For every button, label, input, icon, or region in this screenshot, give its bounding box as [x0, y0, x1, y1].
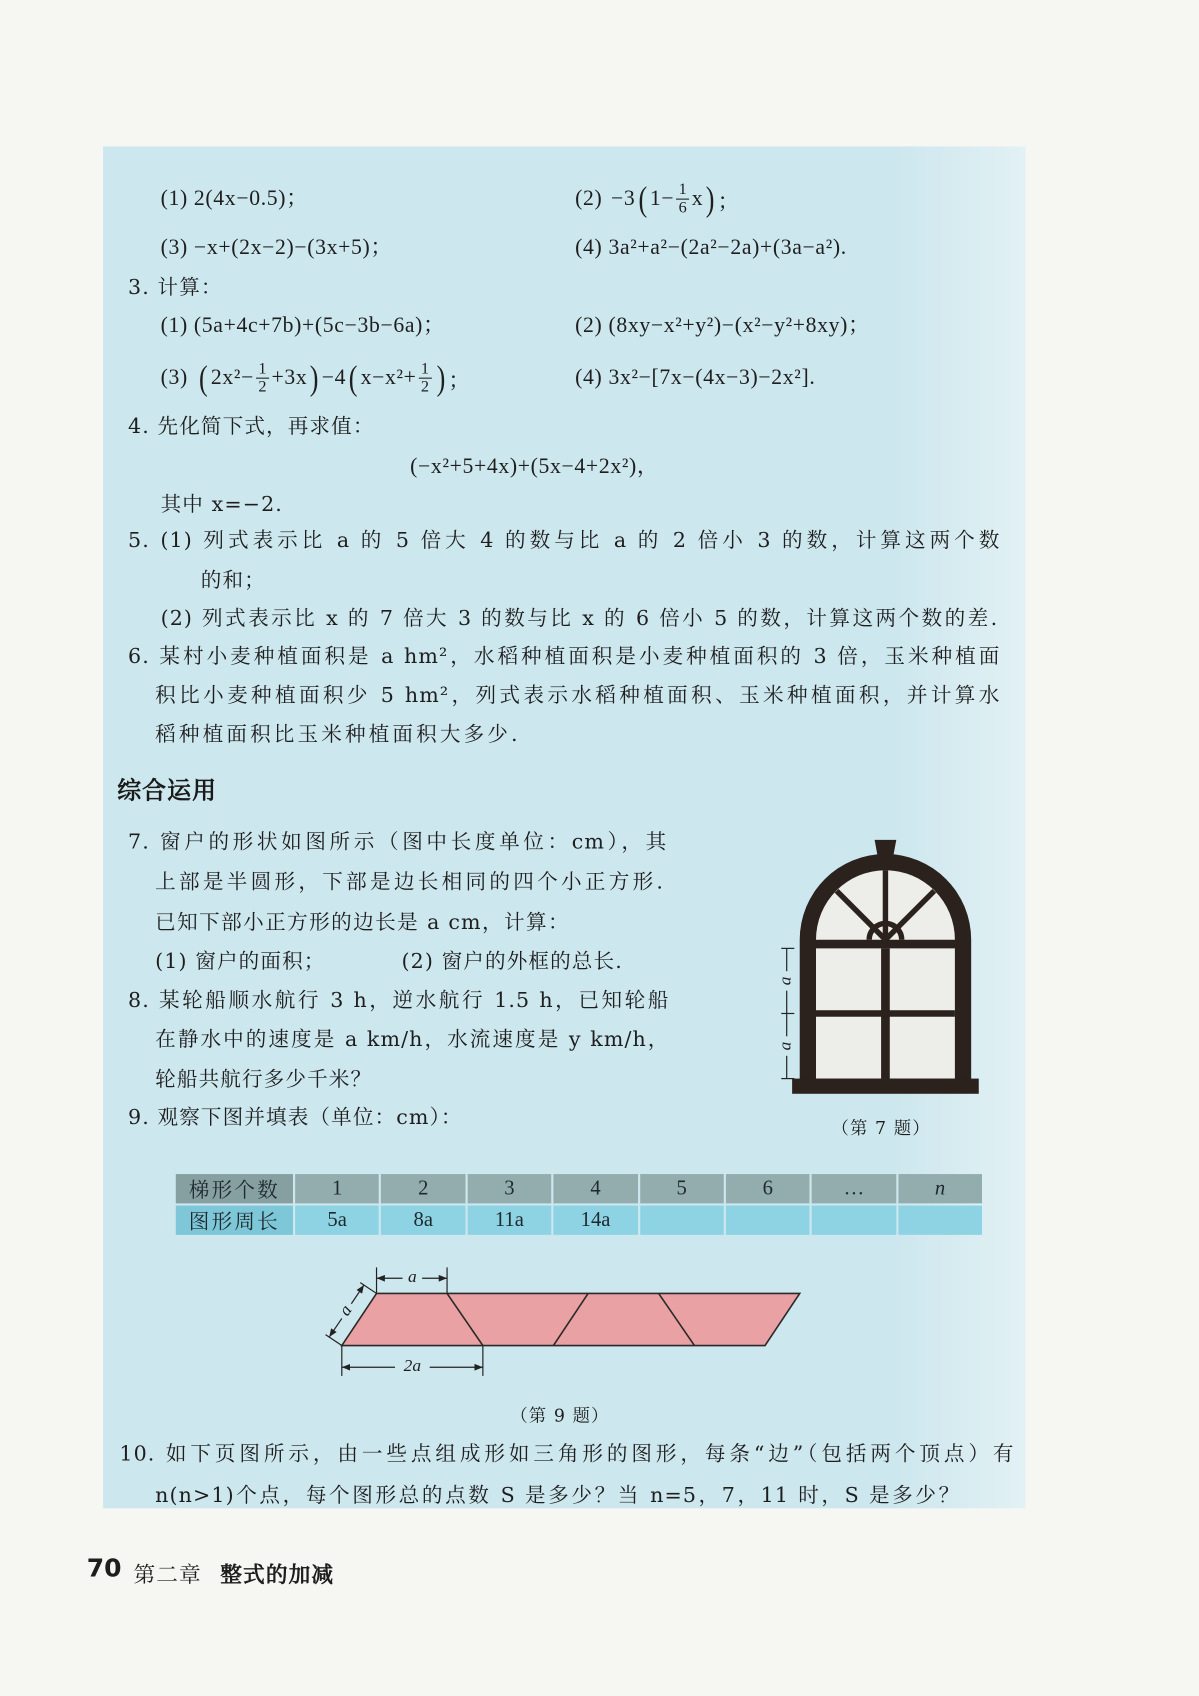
fraction-numerator: 1 [676, 181, 689, 199]
bottom-length-label: 2a [403, 1356, 422, 1376]
left-paren: ( [348, 358, 358, 398]
fraction [256, 360, 269, 396]
left-paren: ( [638, 179, 648, 219]
fraction-numerator: 1 [419, 360, 432, 378]
ex6-line-1: 6. 某村小麦种植面积是 a hm²，水稻种植面积是小麦种植面积的 3 倍，玉米种植面 [128, 644, 1001, 669]
count-cell: n [898, 1174, 982, 1203]
count-cell: … [812, 1174, 896, 1203]
ex5-line-2: 的和； [200, 568, 266, 593]
ex3-title: 3. 计算： [128, 275, 223, 300]
figure-9-caption: （第 9 题） [510, 1405, 610, 1426]
top-length-label: a [407, 1267, 417, 1287]
ex8-line-1: 8. 某轮船顺水航行 3 h，逆水航行 1.5 h，已知轮船 [128, 988, 670, 1013]
ex5-line-1: 5. (1) 列式表示比 a 的 5 倍大 4 的数与比 a 的 2 倍小 3 的数，计算这两个数 [128, 528, 1001, 553]
ex7-question-2: (2) 窗户的外框的总长. [401, 949, 623, 974]
fraction-denominator: 2 [258, 378, 268, 396]
side-label-lower: a [775, 1041, 795, 1051]
perimeter-cell-empty [898, 1206, 982, 1235]
ex8-line-2: 在静水中的速度是 a km/h，水流速度是 y km/h， [155, 1027, 670, 1052]
row-header-perimeter: 图形周长 [176, 1206, 293, 1235]
expr-end: ； [448, 368, 471, 393]
ex4-expression: (−x²+5+4x)+(5x−4+2x²)， [410, 454, 660, 479]
right-paren: ) [310, 358, 320, 398]
dimension-line [351, 1285, 364, 1304]
item-label: (3) [160, 365, 188, 390]
ex3-item-3 [161, 357, 471, 398]
ex7-line-1: 7. 窗户的形状如图所示（图中长度单位：cm），其 [128, 830, 668, 854]
perimeter-cell-empty [812, 1206, 896, 1235]
ex2-item-4: (4) 3a²+a²−(2a²−2a)+(3a−a²). [575, 235, 847, 260]
ex7-question-1: (1) 窗户的面积； [155, 949, 326, 974]
ex2-item-2 [575, 178, 740, 219]
count-cell: 3 [467, 1174, 551, 1203]
expr-part: x [691, 186, 704, 210]
count-cell: 2 [381, 1174, 465, 1203]
trapezoid-figure [326, 1259, 814, 1389]
ex10-line-2: n(n>1)个点，每个图形总的点数 S 是多少？当 n=5，7，11 时，S 是多少？ [155, 1483, 961, 1508]
fraction [419, 360, 432, 396]
side-label-upper: a [775, 976, 795, 986]
ex7-line-2: 上部是半圆形，下部是边长相同的四个小正方形. [155, 870, 665, 895]
fraction-denominator: 6 [678, 199, 688, 217]
fraction-numerator: 1 [256, 360, 269, 378]
expr-part: 1− [649, 186, 675, 210]
perimeter-cell-empty [726, 1206, 810, 1235]
chapter-title: 整式的加减 [220, 1561, 335, 1588]
perimeter-cell: 8a [381, 1206, 465, 1235]
extension-line [360, 1283, 376, 1294]
count-cell: 1 [295, 1174, 379, 1203]
window-figure [775, 836, 991, 1099]
ex6-line-2: 积比小麦种植面积少 5 hm²，列式表示水稻种植面积、玉米种植面积，并计算水 [155, 683, 1001, 708]
ex3-item-4: (4) 3x²−[7x−(4x−3)−2x²]. [575, 365, 816, 390]
ex5-line-3: (2) 列式表示比 x 的 7 倍大 3 的数与比 x 的 6 倍小 5 的数，计算这两个数的差. [160, 606, 999, 631]
right-paren: ) [436, 358, 446, 398]
expr-end: ； [717, 189, 740, 214]
count-cell: 6 [726, 1174, 810, 1203]
section-heading: 综合运用 [117, 778, 218, 806]
count-cell: 4 [554, 1174, 638, 1203]
chapter-label: 第二章 [133, 1561, 202, 1588]
perimeter-cell: 5a [295, 1206, 379, 1235]
perimeter-cell: 11a [467, 1206, 551, 1235]
expr-part: +3x [271, 365, 308, 390]
ex2-item-3: (3) −x+(2x−2)−(3x+5)； [160, 235, 393, 260]
expr-part: −3 [611, 186, 636, 210]
table-row [176, 1206, 982, 1235]
right-paren: ) [705, 179, 716, 219]
dimension-line [329, 1318, 342, 1337]
horizontal-mullion [816, 1010, 955, 1017]
extension-line [326, 1335, 342, 1346]
count-cell: 5 [640, 1174, 724, 1203]
perimeter-cell: 14a [554, 1206, 638, 1235]
side-length-label: a [335, 1301, 356, 1320]
window-sill [792, 1079, 979, 1094]
ex3-item-2: (2) (8xy−x²+y²)−(x²−y²+8xy)； [575, 313, 871, 338]
ex4-condition: 其中 x=−2. [160, 492, 283, 517]
table-row [176, 1174, 982, 1203]
ex3-item-1: (1) (5a+4c+7b)+(5c−3b−6a)； [160, 313, 446, 338]
row-header-count: 梯形个数 [176, 1174, 293, 1203]
figure-7-caption: （第 7 题） [831, 1117, 931, 1139]
ex10-line-1: 10. 如下页图所示，由一些点组成形如三角形的图形，每条“边”（包括两个顶点）有 [119, 1442, 1015, 1466]
ex8-line-3: 轮船共航行多少千米？ [155, 1067, 373, 1092]
perimeter-table [174, 1172, 985, 1237]
ex6-line-3: 稻种植面积比玉米种植面积大多少. [155, 722, 519, 747]
item-label: (2) [575, 186, 603, 210]
page-number: 70 [86, 1554, 122, 1584]
ex2-item-1: (1) 2(4x−0.5)； [160, 186, 309, 211]
ex7-line-3: 已知下部小正方形的边长是 a cm，计算： [155, 910, 570, 935]
expr-part: −4 [321, 365, 347, 390]
fraction [676, 181, 689, 217]
ex4-title: 4. 先化简下式，再求值： [128, 414, 375, 439]
left-paren: ( [199, 358, 209, 398]
fraction-denominator: 2 [420, 378, 430, 396]
ex9-title: 9. 观察下图并填表（单位：cm）： [128, 1105, 463, 1130]
expr-part: 2x²− [210, 365, 254, 390]
expr-part: x−x²+ [360, 365, 417, 390]
perimeter-cell-empty [640, 1206, 724, 1235]
